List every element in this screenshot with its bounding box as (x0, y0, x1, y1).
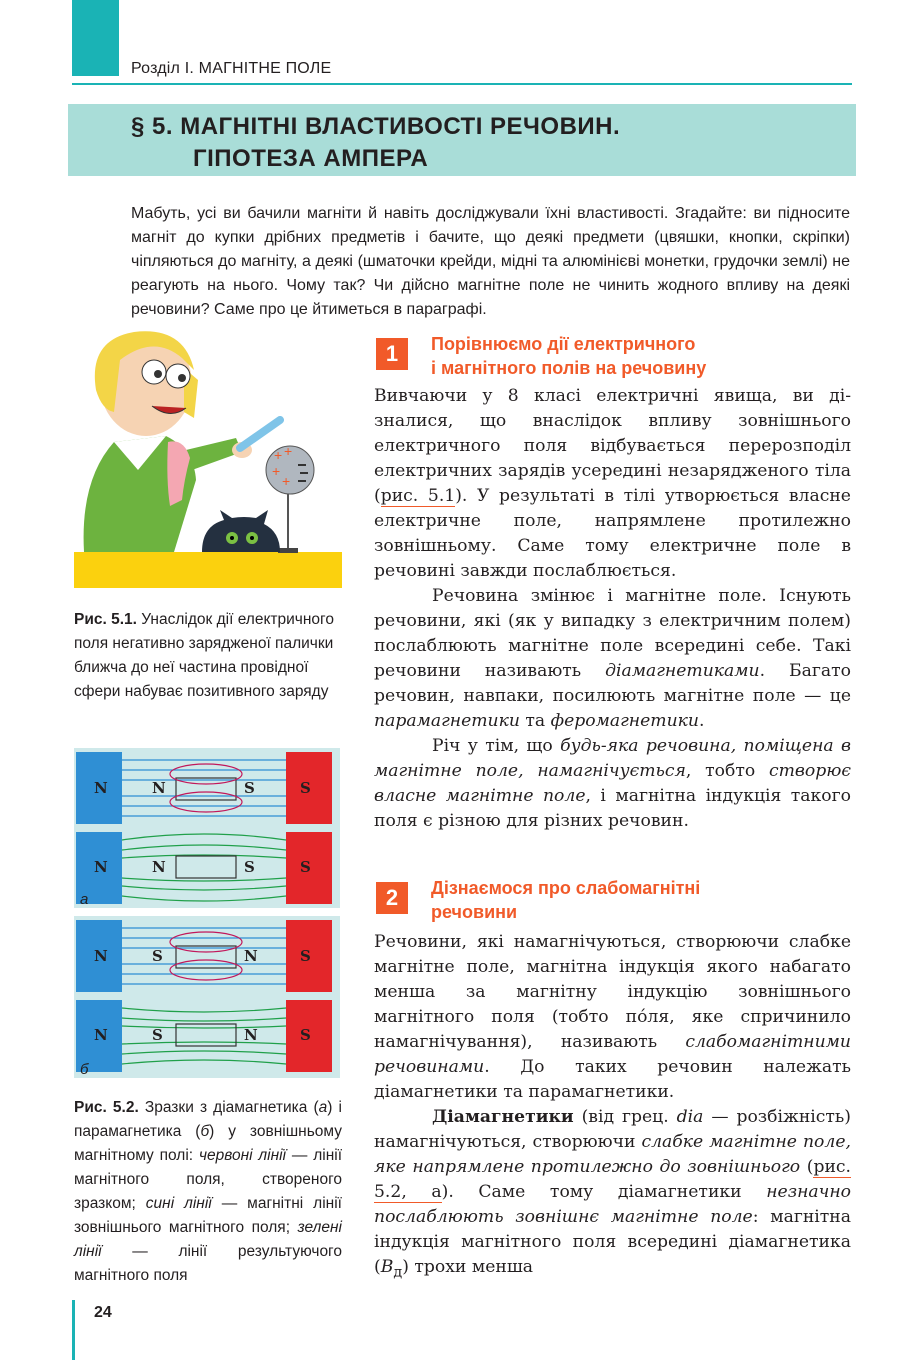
svg-text:S: S (152, 1026, 163, 1044)
text: ) трохи менша (402, 1257, 534, 1277)
label-n: N (94, 779, 108, 797)
text: , і магнітна індукція такого поля є різною для різних речовин. (374, 786, 851, 831)
section-title-line: речовини (431, 902, 518, 922)
term: створює власне магнітне поле (374, 761, 852, 806)
figure-5-2-caption (74, 1096, 342, 1288)
page-number: 24 (94, 1304, 112, 1321)
term: слабомагнітними речовинами (374, 1032, 851, 1077)
term: феромагнетики (550, 711, 699, 731)
magnetic-field-diagram (74, 748, 340, 1078)
caption-part: — магнітні лінії зовнішнього магнітного поля; (74, 1195, 342, 1236)
chapter-title: Розділ І. МАГНІТНЕ ПОЛЕ (131, 60, 332, 77)
svg-text:S: S (300, 1026, 311, 1044)
header-rule (72, 83, 852, 85)
section-2-number: 2 (376, 882, 408, 914)
text: ). Саме тому діамагнетики (441, 1182, 767, 1202)
caption-part: а (318, 1099, 328, 1116)
text: — розбіжність) намагнічуються, створюючи (374, 1107, 851, 1152)
title-line-1: § 5. МАГНІТНІ ВЛАСТИВОСТІ РЕЧОВИН. (131, 113, 621, 140)
text: . (699, 711, 705, 731)
section-title-line: Дізнаємося про слабомагнітні (431, 878, 701, 898)
subscript: д (393, 1264, 403, 1281)
caption-text: Унаслідок дії електричного поля негативно зарядженої палички ближча до неї частина провідної сфери набуває позитивного заряду (74, 611, 334, 700)
text: ). У результаті в тілі утворюється власне електричне поле, напрямлене протилежно зовнішньому. Саме тому електричне поле в речовині завжди послаблюється. (374, 486, 851, 581)
caption-part: ) і парамагнетика ( (74, 1099, 342, 1140)
page-title (131, 111, 620, 175)
svg-text:S: S (244, 779, 255, 797)
figure-link[interactable]: рис. 5.2, а (374, 1157, 851, 1202)
caption-part: сині лінії (145, 1195, 212, 1212)
figure-5-1-caption (74, 608, 342, 704)
term: dia (676, 1107, 704, 1127)
svg-text:N: N (244, 947, 258, 965)
label-a: а (80, 891, 89, 908)
caption-part: зелені лінії (74, 1219, 342, 1260)
section-1-number: 1 (376, 338, 408, 370)
figure-5-2 (74, 748, 340, 1078)
caption-part: — лінії результуючого магнітного поля (74, 1243, 342, 1284)
title-line-2: ГІПОТЕЗА АМПЕРА (193, 145, 429, 172)
caption-part: ) у зовнішньому магнітному полі: (74, 1123, 342, 1164)
svg-text:S: S (300, 779, 311, 797)
svg-text:S: S (244, 858, 255, 876)
svg-text:N: N (94, 947, 108, 965)
caption-part: — лінії магнітного поля, створеного зразком; (74, 1147, 343, 1212)
term: незначно послаблюють зовнішнє магнітне поле (374, 1182, 851, 1227)
caption-part: червоні лінії (198, 1147, 287, 1164)
svg-text:+: + (272, 463, 281, 479)
term: діамагнетиками (605, 661, 760, 681)
svg-text:S: S (300, 947, 311, 965)
header-tab (72, 0, 119, 76)
paragraph (374, 384, 851, 584)
term: парамагнетики (374, 711, 520, 731)
caption-part: Зразки з діамагнетика ( (138, 1099, 319, 1116)
svg-text:N: N (94, 858, 108, 876)
svg-text:S: S (300, 858, 311, 876)
section-1-body (374, 384, 851, 834)
section-title-line: і магнітного полів на речовину (431, 358, 707, 378)
text: Речовина змінює і магнітне поле. Існують речовини, які (як у випадку з електричним полем) послаблюють магнітне поле всередині себе. Такі речовини називають (374, 586, 851, 681)
text: . Багато речовин, навпаки, посилюють магнітне поле — це (374, 661, 851, 706)
intro-paragraph: Мабуть, усі ви бачили магніти й навіть досліджували їхні властивості. Згадайте: ви підносите магніт до купки дрібних предметів і бачите, що деякі предмети (цвяшки, кнопки, скріпки) чіпляються до магніту, а деякі (шматочки крейди, мідні та алюмінієві монетки, грудочки землі) не реагують на нього. Чому так? Чи дійсно магнітне поле не чинить жодного впливу на деякі речовини? Саме про це йтиметься в параграфі. (131, 205, 850, 318)
symbol: B (380, 1257, 394, 1277)
term: слабке магнітне поле, яке напрямлене протилежно до зовнішнього (374, 1132, 851, 1177)
section-2-title (431, 876, 700, 924)
text: : магнітна індукція магнітного поля всередині діамагнетика ( (374, 1207, 851, 1277)
svg-text:N: N (152, 779, 166, 797)
text: та (519, 711, 551, 731)
paragraph (374, 930, 851, 1105)
text: , тобто (685, 761, 769, 781)
paragraph (374, 584, 851, 734)
girl-with-rod-illustration (74, 320, 342, 588)
term-bold: Діамагнетики (432, 1107, 574, 1127)
footer-bar (72, 1300, 75, 1360)
caption-part: б (200, 1123, 210, 1140)
paragraph (374, 734, 851, 834)
svg-text:N: N (244, 1026, 258, 1044)
term: будь-яка речовина, поміщена в магнітне поле, намагнічується (374, 736, 851, 781)
svg-text:S: S (152, 947, 163, 965)
text: Вивчаючи у 8 класі електричні явища, ви дізналися, що внаслідок впливу зовнішнього електричного поля відбувається перерозподіл електричних зарядів усередині незарядженого тіла ( (374, 386, 851, 506)
section-1-title (431, 332, 706, 380)
figure-link[interactable]: рис. 5.1 (380, 486, 456, 506)
text: ( (800, 1157, 814, 1177)
figure-5-1 (74, 320, 342, 588)
text: Річ у тім, що (432, 736, 561, 756)
text: (від грец. (573, 1107, 677, 1127)
text: Речовини, які намагнічуються, створюючи слабке магнітне поле, магнітна індукція якого набагато менша за магнітну індукцію зовнішнього магнітного поля (тобто по́ля, яке спричинило намагнічування), називають (374, 932, 851, 1052)
text: . До таких речовин належать діамагнетики та парамагнетики. (374, 1057, 851, 1102)
caption-label: Рис. 5.1. (74, 611, 137, 628)
paragraph (374, 1105, 851, 1285)
svg-text:N: N (94, 1026, 108, 1044)
section-2-body (374, 930, 851, 1285)
svg-text:N: N (152, 858, 166, 876)
label-b: б (80, 1061, 89, 1078)
svg-text:+: + (274, 447, 283, 463)
section-title-line: Порівнюємо дії електричного (431, 334, 696, 354)
caption-label: Рис. 5.2. (74, 1099, 139, 1116)
svg-text:+: + (282, 473, 291, 489)
svg-text:+: + (284, 443, 293, 459)
